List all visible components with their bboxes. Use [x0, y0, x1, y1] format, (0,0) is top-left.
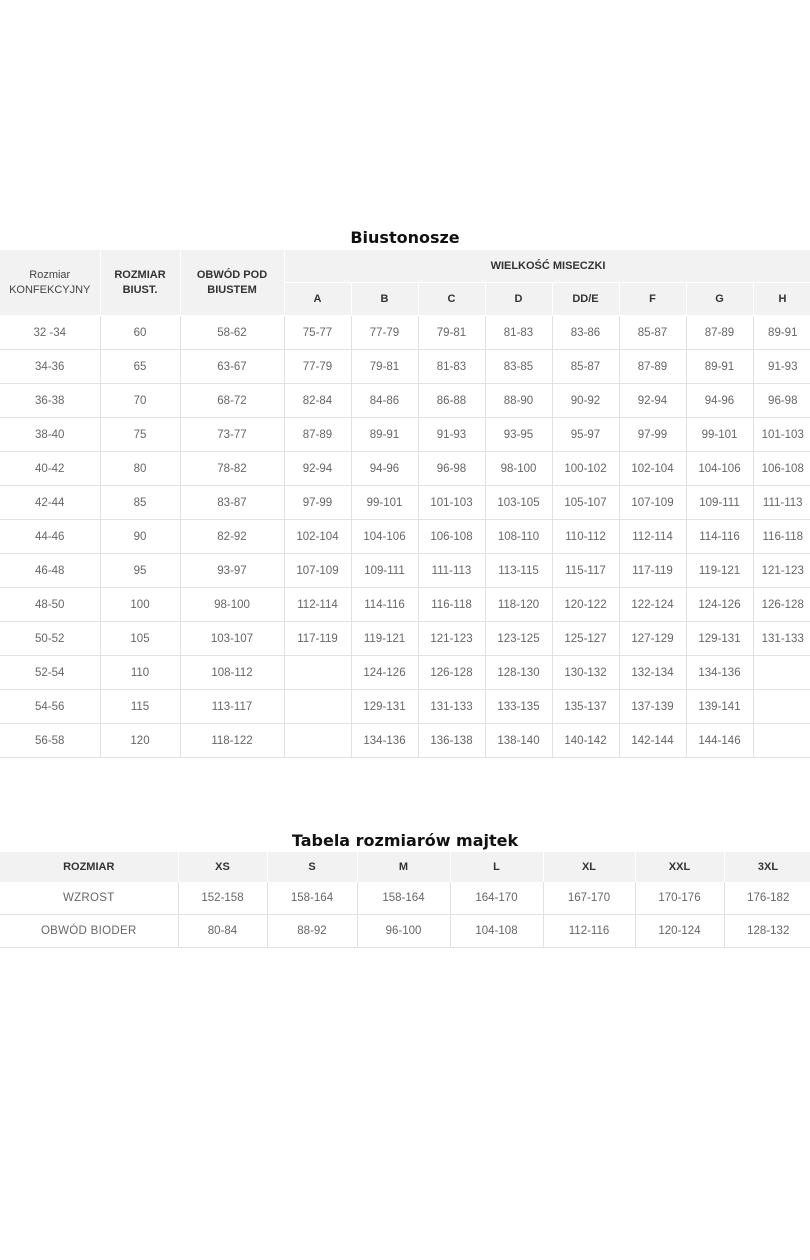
table-cell: 98-100 [180, 588, 284, 622]
table-cell [284, 690, 351, 724]
table-cell: 176-182 [724, 882, 810, 915]
table-cell: 131-133 [418, 690, 485, 724]
table-cell: 128-132 [724, 915, 810, 948]
table-row [0, 486, 810, 520]
table-cell: 158-164 [357, 882, 450, 915]
header-underbust: OBWÓD POD BIUSTEM [180, 250, 284, 316]
cup-header: A [284, 283, 351, 316]
table-cell: 68-72 [180, 384, 284, 418]
table-cell: 112-114 [619, 520, 686, 554]
table-cell: 82-84 [284, 384, 351, 418]
table-cell: 77-79 [351, 316, 418, 350]
table-cell: 121-123 [753, 554, 810, 588]
table-cell: 121-123 [418, 622, 485, 656]
table-cell: 79-81 [418, 316, 485, 350]
table-cell: 89-91 [753, 316, 810, 350]
table-cell: 48-50 [0, 588, 100, 622]
table-cell: 101-103 [418, 486, 485, 520]
table-cell: 94-96 [351, 452, 418, 486]
table-cell: 122-124 [619, 588, 686, 622]
table-cell: 126-128 [753, 588, 810, 622]
table-cell: 129-131 [351, 690, 418, 724]
table-cell: 102-104 [284, 520, 351, 554]
table-cell: 127-129 [619, 622, 686, 656]
table-cell: 131-133 [753, 622, 810, 656]
header-bra-size: ROZMIAR BIUST. [100, 250, 180, 316]
table-cell: 90 [100, 520, 180, 554]
table-cell: 89-91 [686, 350, 753, 384]
cup-header: C [418, 283, 485, 316]
table-cell: 63-67 [180, 350, 284, 384]
table-cell: 86-88 [418, 384, 485, 418]
size-header: L [450, 852, 543, 882]
table-cell: 87-89 [619, 350, 686, 384]
table-cell: 167-170 [543, 882, 635, 915]
table-cell: 97-99 [284, 486, 351, 520]
table-cell: 129-131 [686, 622, 753, 656]
table-cell: 104-108 [450, 915, 543, 948]
table-cell: 83-87 [180, 486, 284, 520]
table-cell: 113-115 [485, 554, 552, 588]
table-cell: 124-126 [351, 656, 418, 690]
table-cell: 120-122 [552, 588, 619, 622]
table-cell [284, 724, 351, 758]
table-cell: 114-116 [686, 520, 753, 554]
table-cell: 89-91 [351, 418, 418, 452]
table-row [0, 656, 810, 690]
table-cell: 118-120 [485, 588, 552, 622]
size-header: 3XL [724, 852, 810, 882]
table-cell: 108-112 [180, 656, 284, 690]
panty-size-table [0, 852, 810, 948]
table-cell: 70 [100, 384, 180, 418]
table-cell: 132-134 [619, 656, 686, 690]
table-cell: 65 [100, 350, 180, 384]
table-cell: 119-121 [351, 622, 418, 656]
table-cell: 124-126 [686, 588, 753, 622]
table-cell: 139-141 [686, 690, 753, 724]
table-cell: 138-140 [485, 724, 552, 758]
row-label: OBWÓD BIODER [0, 915, 178, 948]
table-row [0, 622, 810, 656]
table-cell: 110-112 [552, 520, 619, 554]
table-cell: 80 [100, 452, 180, 486]
table-cell: 46-48 [0, 554, 100, 588]
table-cell: 32 -34 [0, 316, 100, 350]
table-cell: 96-100 [357, 915, 450, 948]
table-cell: 104-106 [351, 520, 418, 554]
table-cell: 99-101 [686, 418, 753, 452]
table-cell: 97-99 [619, 418, 686, 452]
table-cell: 81-83 [418, 350, 485, 384]
table-cell: 56-58 [0, 724, 100, 758]
table-row [0, 915, 810, 948]
table-row [0, 690, 810, 724]
table-cell: 54-56 [0, 690, 100, 724]
table-cell: 120-124 [635, 915, 724, 948]
table-cell: 81-83 [485, 316, 552, 350]
table-cell: 85 [100, 486, 180, 520]
table-cell: 114-116 [351, 588, 418, 622]
table-cell: 103-107 [180, 622, 284, 656]
table-cell: 134-136 [351, 724, 418, 758]
table-cell: 107-109 [619, 486, 686, 520]
table-row [0, 520, 810, 554]
table-cell [753, 690, 810, 724]
table-cell: 34-36 [0, 350, 100, 384]
table-cell: 100-102 [552, 452, 619, 486]
table-cell: 125-127 [552, 622, 619, 656]
table-cell: 117-119 [284, 622, 351, 656]
table-cell: 92-94 [619, 384, 686, 418]
table-cell: 36-38 [0, 384, 100, 418]
table-row [0, 418, 810, 452]
table-cell: 130-132 [552, 656, 619, 690]
table-cell: 87-89 [284, 418, 351, 452]
bra-size-table [0, 250, 810, 758]
table-cell: 93-95 [485, 418, 552, 452]
table-cell: 40-42 [0, 452, 100, 486]
table-cell: 136-138 [418, 724, 485, 758]
table-cell: 112-114 [284, 588, 351, 622]
table-cell: 60 [100, 316, 180, 350]
table-cell: 119-121 [686, 554, 753, 588]
table-cell: 158-164 [267, 882, 357, 915]
table-cell: 99-101 [351, 486, 418, 520]
table-cell: 115 [100, 690, 180, 724]
table-row [0, 384, 810, 418]
table-cell: 91-93 [753, 350, 810, 384]
table-cell: 126-128 [418, 656, 485, 690]
table-cell: 144-146 [686, 724, 753, 758]
table-cell: 133-135 [485, 690, 552, 724]
table-cell: 44-46 [0, 520, 100, 554]
table-cell [753, 724, 810, 758]
table-cell: 94-96 [686, 384, 753, 418]
table-cell: 88-92 [267, 915, 357, 948]
table-cell: 98-100 [485, 452, 552, 486]
table-cell: 116-118 [753, 520, 810, 554]
table-cell: 85-87 [619, 316, 686, 350]
table-cell: 109-111 [686, 486, 753, 520]
table-cell: 105-107 [552, 486, 619, 520]
table-cell: 93-97 [180, 554, 284, 588]
table-cell: 84-86 [351, 384, 418, 418]
header-size: Rozmiar KONFEKCYJNY [0, 250, 100, 316]
table-cell: 75 [100, 418, 180, 452]
table-cell: 79-81 [351, 350, 418, 384]
table-cell: 142-144 [619, 724, 686, 758]
table-cell: 105 [100, 622, 180, 656]
table-cell: 113-117 [180, 690, 284, 724]
table-cell: 103-105 [485, 486, 552, 520]
table-cell: 108-110 [485, 520, 552, 554]
cup-header: G [686, 283, 753, 316]
size-header: XL [543, 852, 635, 882]
table-cell: 120 [100, 724, 180, 758]
size-header: S [267, 852, 357, 882]
table-cell: 135-137 [552, 690, 619, 724]
table-cell: 116-118 [418, 588, 485, 622]
table-cell: 101-103 [753, 418, 810, 452]
table-cell: 42-44 [0, 486, 100, 520]
table-cell: 75-77 [284, 316, 351, 350]
table-cell: 123-125 [485, 622, 552, 656]
table-cell: 77-79 [284, 350, 351, 384]
table-cell: 115-117 [552, 554, 619, 588]
table-cell: 118-122 [180, 724, 284, 758]
table-cell: 95 [100, 554, 180, 588]
table-cell: 50-52 [0, 622, 100, 656]
size-header: XS [178, 852, 267, 882]
table-cell: 91-93 [418, 418, 485, 452]
table-cell: 88-90 [485, 384, 552, 418]
table-row [0, 554, 810, 588]
table-cell [753, 656, 810, 690]
header-cup-size: WIELKOŚĆ MISECZKI [284, 250, 810, 283]
table-cell: 87-89 [686, 316, 753, 350]
table-cell: 82-92 [180, 520, 284, 554]
table-row [0, 724, 810, 758]
table-cell: 111-113 [418, 554, 485, 588]
bra-table-title: Biustonosze [350, 228, 460, 247]
table-row [0, 588, 810, 622]
table-cell: 117-119 [619, 554, 686, 588]
table-cell: 96-98 [418, 452, 485, 486]
table-cell: 106-108 [753, 452, 810, 486]
table-cell: 152-158 [178, 882, 267, 915]
table-cell: 102-104 [619, 452, 686, 486]
table-cell: 112-116 [543, 915, 635, 948]
table-cell: 85-87 [552, 350, 619, 384]
table-cell: 110 [100, 656, 180, 690]
table-cell: 107-109 [284, 554, 351, 588]
table-cell: 80-84 [178, 915, 267, 948]
table-row [0, 316, 810, 350]
table-cell: 111-113 [753, 486, 810, 520]
table-row [0, 350, 810, 384]
cup-header: H [753, 283, 810, 316]
cup-header: D [485, 283, 552, 316]
table-cell: 140-142 [552, 724, 619, 758]
table-cell: 100 [100, 588, 180, 622]
table-cell: 92-94 [284, 452, 351, 486]
table-cell: 78-82 [180, 452, 284, 486]
table-cell: 134-136 [686, 656, 753, 690]
table-cell: 109-111 [351, 554, 418, 588]
cup-header: B [351, 283, 418, 316]
table-cell: 96-98 [753, 384, 810, 418]
table-cell: 90-92 [552, 384, 619, 418]
table-cell: 170-176 [635, 882, 724, 915]
table-cell: 83-85 [485, 350, 552, 384]
table-cell: 128-130 [485, 656, 552, 690]
table-cell: 83-86 [552, 316, 619, 350]
table-cell: 104-106 [686, 452, 753, 486]
table-cell: 106-108 [418, 520, 485, 554]
table-cell: 137-139 [619, 690, 686, 724]
table-row [0, 882, 810, 915]
table-cell: 73-77 [180, 418, 284, 452]
table-cell [284, 656, 351, 690]
size-header: XXL [635, 852, 724, 882]
header-size: ROZMIAR [0, 852, 178, 882]
table-row [0, 452, 810, 486]
table-cell: 164-170 [450, 882, 543, 915]
table-cell: 52-54 [0, 656, 100, 690]
table-cell: 95-97 [552, 418, 619, 452]
row-label: WZROST [0, 882, 178, 915]
table-cell: 38-40 [0, 418, 100, 452]
panty-table-title: Tabela rozmiarów majtek [291, 831, 519, 850]
table-cell: 58-62 [180, 316, 284, 350]
cup-header: DD/E [552, 283, 619, 316]
cup-header: F [619, 283, 686, 316]
size-header: M [357, 852, 450, 882]
